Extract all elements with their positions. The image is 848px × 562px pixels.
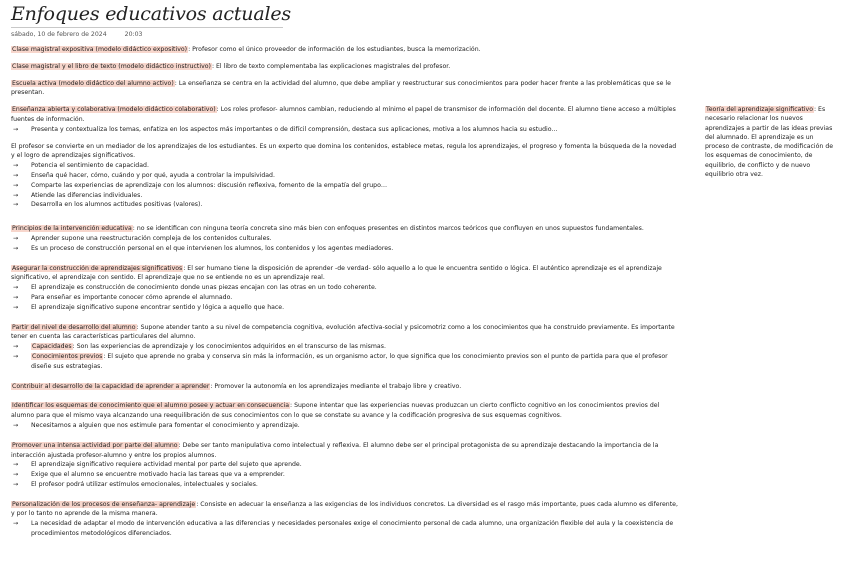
arrow-icon: → <box>13 471 19 479</box>
page-time: 20:03 <box>124 31 143 38</box>
paragraph-esquemas-conocimiento: Identificar los esquemas de conocimiento que el alumno posee y actuar en consecuencia: Supone intentar que las experiencias nuevas produzcan un cierto conflicto cognitivo en los conocimientos previos del alumno para que el mismo vaya alcanzando una reequilibración de sus conocimientos con lo que se constate su avance y la codificación progresiva de sus esquemas cognitivos. <box>11 402 660 420</box>
list-item: → Capacidades: Son las experiencias de aprendizaje y los conocimientos adquiridos en el transcurso de las mismas. <box>13 343 386 351</box>
highlighted-term: Clase magistral expositiva (modelo didáctico expositivo) <box>12 46 188 53</box>
list-item: → Presenta y contextualiza los temas, enfatiza en los aspectos más importantes o de difícil comprensión, destaca sus aplicaciones, motiva a los alumnos hacia su estudio… <box>13 125 558 133</box>
title-underline <box>11 27 283 28</box>
list-item: → Es un proceso de construcción personal en el que intervienen los alumnos, los contenidos y los agentes mediadores. <box>13 244 394 252</box>
highlighted-term: Promover una intensa actividad por parte del alumno <box>12 441 178 449</box>
list-item: → El aprendizaje significativo supone encontrar sentido y lógica a aquello que hace. <box>13 303 285 311</box>
highlighted-term: Enseñanza abierta y colaborativa (modelo didáctico colaborativo) <box>12 106 216 114</box>
list-item: → Aprender supone una reestructuración compleja de los contenidos culturales. <box>13 234 272 242</box>
paragraph-escuela-activa: Escuela activa (modelo didáctico del alumno activo): La enseñanza se centra en la actividad del alumno, que debe ampliar y reestructurar sus conocimientos para poder hacer frente a las problemáticas que se le presentan. <box>11 79 671 97</box>
highlighted-term: Principios de la intervención educativa <box>12 225 132 233</box>
arrow-icon: → <box>13 520 19 528</box>
arrow-icon: → <box>13 191 19 199</box>
list-item: → El profesor podrá utilizar estímulos emocionales, intelectuales y sociales. <box>13 480 258 488</box>
paragraph-aprendizajes-significativos: Asegurar la construcción de aprendizajes significativos: El ser humano tiene la disposición de aprender -de verdad- sólo aquello a lo que le encuentra sentido o lógica. El auténtico aprendizaje es el aprendizaje significativo, el aprendizaje con sentido. El aprendizaje que no se entiende no es un aprendizaje real. <box>11 264 662 282</box>
arrow-icon: → <box>13 201 19 209</box>
highlighted-term: Escuela activa (modelo didáctico del alumno activo) <box>12 79 174 87</box>
arrow-icon: → <box>13 421 19 429</box>
arrow-icon: → <box>13 125 19 133</box>
paragraph-nivel-desarrollo: Partir del nivel de desarrollo del alumno: Supone atender tanto a su nivel de competencia cognitiva, evolución afectiva-social y psicomotriz como a los conocimientos que ha construido previamente. Es importante tener en cuenta las características particulares del alumno. <box>11 323 675 341</box>
paragraph-profesor-mediador: El profesor se convierte en un mediador de los aprendizajes de los estudiantes. Es un experto que domina los contenidos, establece metas, regula los aprendizajes, el progreso y fomenta la búsqueda de la novedad y el logro de aprendizajes significativos. <box>11 142 677 160</box>
paragraph-libro-texto: Clase magistral y el libro de texto (modelo didáctico instructivo): El libro de texto complementaba las explicaciones magistrales del profesor. <box>12 62 451 70</box>
list-item: → Atiende las diferencias individuales. <box>13 191 143 199</box>
paragraph-principios: Principios de la intervención educativa: no se identifican con ninguna teoría concreta sino más bien con enfoques presentes en distintos marcos teóricos que confluyen en unos supuestos fundamentales. <box>12 225 644 233</box>
highlighted-term: Conocimientos previos <box>32 352 103 360</box>
list-item: → Comparte las experiencias de aprendizaje con los alumnos: discusión reflexiva, fomento de la empatía del grupo… <box>13 181 388 189</box>
list-item: → Exige que el alumno se encuentre motivado hacia las tareas que va a emprender. <box>13 471 285 479</box>
highlighted-term: Personalización de los procesos de enseñanza- aprendizaje <box>12 500 196 508</box>
paragraph-actividad-alumno: Promover una intensa actividad por parte del alumno: Debe ser tanto manipulativa como intelectual y reflexiva. El alumno debe ser el principal protagonista de su aprendizaje destacando la importancia de la interacción ajustada profesor-alumno y entre los propios alumnos. <box>11 441 659 459</box>
page-meta <box>11 31 142 38</box>
highlighted-term: Contribuir al desarrollo de la capacidad de aprender a aprender <box>12 382 210 390</box>
arrow-icon: → <box>13 284 19 292</box>
paragraph-aprender-a-aprender: Contribuir al desarrollo de la capacidad de aprender a aprender: Promover la autonomía en los aprendizajes mediante el trabajo libre y creativo. <box>12 382 462 390</box>
list-item: → El aprendizaje significativo requiere actividad mental por parte del sujeto que aprende. <box>13 461 302 469</box>
list-item: → Para enseñar es importante conocer cómo aprende el alumnado. <box>13 293 233 301</box>
list-item: → Necesitamos a alguien que nos estimule para fomentar el conocimiento y aprendizaje. <box>13 421 300 429</box>
arrow-icon: → <box>13 234 19 242</box>
list-item: → Enseña qué hacer, cómo, cuándo y por qué, ayuda a controlar la impulsividad. <box>13 171 275 179</box>
page-title: Enfoques educativos actuales <box>11 3 291 25</box>
arrow-icon: → <box>13 171 19 179</box>
list-item: → Desarrolla en los alumnos actitudes positivas (valores). <box>13 201 203 209</box>
highlighted-term: Asegurar la construcción de aprendizajes significativos <box>12 264 183 272</box>
highlighted-term: Capacidades <box>32 343 72 351</box>
paragraph-personalizacion: Personalización de los procesos de enseñanza- aprendizaje: Consiste en adecuar la enseñanza a las exigencias de los individuos concretos. La diversidad es el rasgo más importante, pues cada alumno es diferente, y por lo tanto no aprende de la misma manera. <box>11 500 678 518</box>
arrow-icon: → <box>13 303 19 311</box>
page-date: sábado, 10 de febrero de 2024 <box>11 31 107 38</box>
note-body[interactable] <box>11 45 681 539</box>
arrow-icon: → <box>13 343 19 351</box>
paragraph-clase-magistral: Clase magistral expositiva (modelo didáctico expositivo): Profesor como el único proveedor de información de los estudiantes, busca la memorización. <box>12 46 481 53</box>
list-item: → Potencia el sentimiento de capacidad. <box>13 162 149 170</box>
arrow-icon: → <box>13 244 19 252</box>
arrow-icon: → <box>13 480 19 488</box>
highlighted-term: Teoría del aprendizaje significativo <box>706 106 813 113</box>
arrow-icon: → <box>13 181 19 189</box>
highlighted-term: Clase magistral y el libro de texto (modelo didáctico instructivo) <box>12 62 211 70</box>
paragraph-ensenanza-abierta: Enseñanza abierta y colaborativa (modelo didáctico colaborativo): Los roles profesor- alumnos cambian, reduciendo al mínimo el papel de transmisor de información del docente. El alumno tiene acceso a múltiples fuentes de información. <box>11 106 676 123</box>
side-note[interactable]: Teoría del aprendizaje significativo: Es necesario relacionar los nuevos aprendizajes a partir de las ideas previas del alumnado. El aprendizaje es un proceso de contraste, de modificación de los esquemas de conocimiento, de equilibrio, de conflicto y de nuevo equilibrio otra vez. <box>705 106 834 179</box>
arrow-icon: → <box>13 461 19 469</box>
highlighted-term: Identificar los esquemas de conocimiento que el alumno posee y actuar en consecuencia <box>12 402 290 410</box>
list-item: → La necesidad de adaptar el modo de intervención educativa a las diferencias y necesidades personales exige el conocimiento personal de cada alumno, una organización flexible del aula y la coexistencia de procedimientos metodológicos diferenciados. <box>13 520 674 538</box>
arrow-icon: → <box>13 162 19 170</box>
arrow-icon: → <box>13 352 19 360</box>
list-item: → El aprendizaje es construcción de conocimiento donde unas piezas encajan con las otras en un todo coherente. <box>13 284 377 292</box>
list-item: → Conocimientos previos: El sujeto que aprende no graba y conserva sin más la información, es un organismo actor, lo que significa que los conocimiento previos son el punto de partida para que el profesor diseñe sus estrategias. <box>13 352 668 370</box>
highlighted-term: Partir del nivel de desarrollo del alumno <box>12 323 136 331</box>
arrow-icon: → <box>13 293 19 301</box>
